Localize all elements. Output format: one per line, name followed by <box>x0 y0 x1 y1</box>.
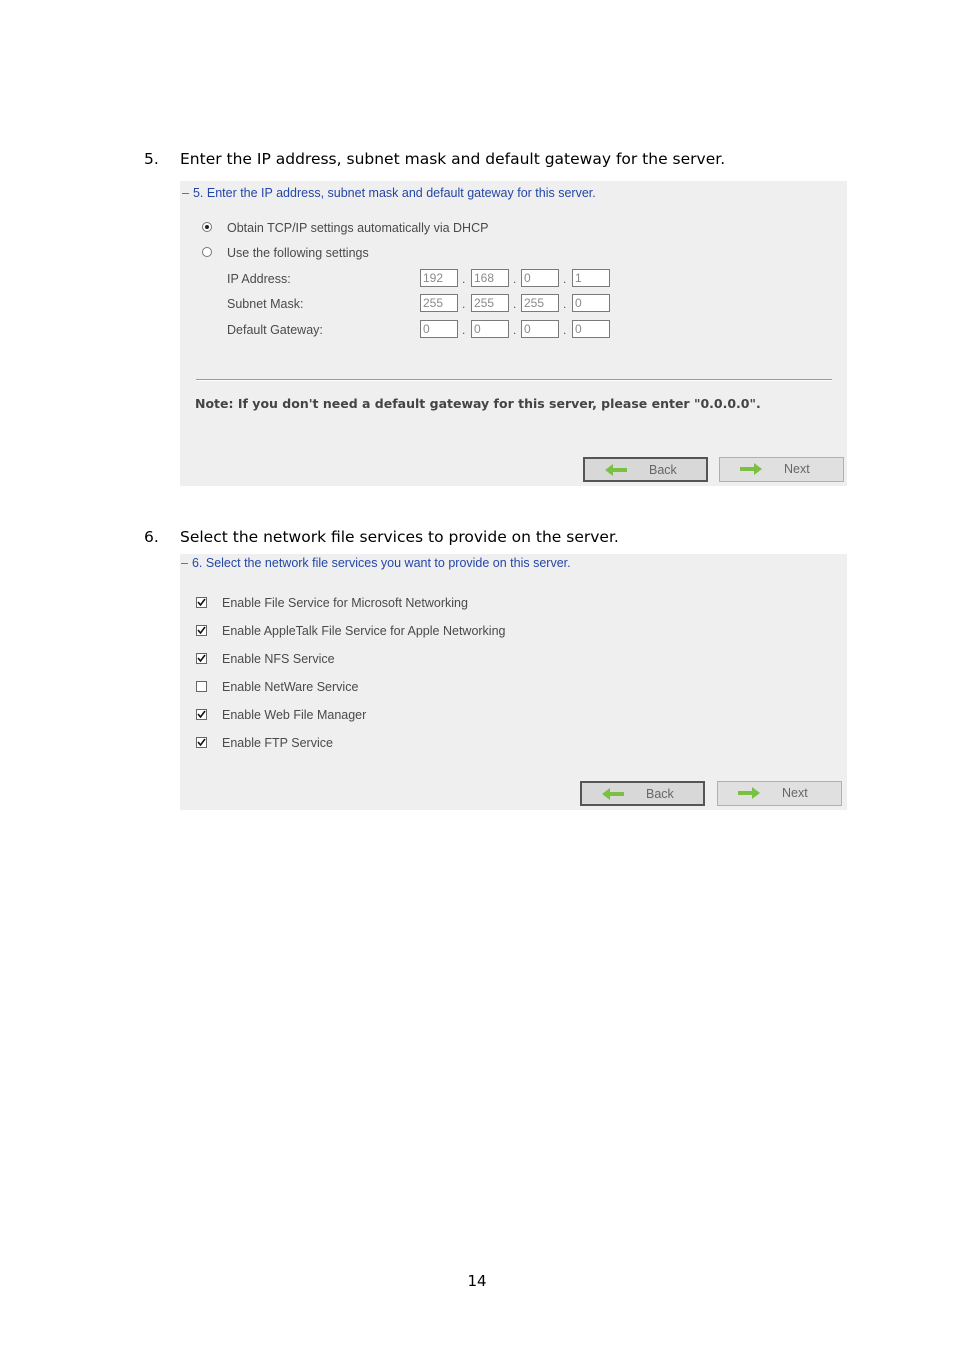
file-services-title <box>181 556 571 570</box>
service-checkbox-microsoft[interactable] <box>196 597 207 608</box>
arrow-left-icon <box>602 788 624 800</box>
network-settings-panel <box>180 181 847 486</box>
ip-dot: . <box>513 272 517 286</box>
mask-octet-1[interactable]: 255 <box>420 294 458 312</box>
checkmark-icon <box>197 598 206 607</box>
service-label-nfs: Enable NFS Service <box>222 652 335 666</box>
mask-dot: . <box>513 297 517 311</box>
network-settings-title <box>182 186 596 200</box>
step-6-heading <box>144 527 619 547</box>
checkmark-icon <box>197 626 206 635</box>
ip-octet-2[interactable]: 168 <box>471 269 509 287</box>
ip-address-label: IP Address: <box>227 272 291 286</box>
back-button[interactable] <box>583 457 708 482</box>
file-services-panel <box>180 554 847 810</box>
ip-dot: . <box>462 272 466 286</box>
service-checkbox-ftp[interactable] <box>196 737 207 748</box>
step-5-heading <box>144 149 725 169</box>
service-checkbox-appletalk[interactable] <box>196 625 207 636</box>
gateway-octet-2[interactable]: 0 <box>471 320 509 338</box>
service-label-ftp: Enable FTP Service <box>222 736 333 750</box>
arrow-right-icon <box>738 787 760 799</box>
service-checkbox-nfs[interactable] <box>196 653 207 664</box>
mask-dot: . <box>462 297 466 311</box>
arrow-left-icon <box>605 464 627 476</box>
dhcp-radio-label: Obtain TCP/IP settings automatically via DHCP <box>227 221 489 235</box>
checkmark-icon <box>197 738 206 747</box>
manual-settings-radio[interactable] <box>202 247 212 257</box>
dhcp-radio[interactable] <box>202 222 212 232</box>
mask-octet-3[interactable]: 255 <box>521 294 559 312</box>
gateway-octet-4[interactable]: 0 <box>572 320 610 338</box>
next-button-label: Next <box>782 786 808 800</box>
gateway-octet-1[interactable]: 0 <box>420 320 458 338</box>
back-button[interactable] <box>580 781 705 806</box>
next-button[interactable] <box>717 781 842 806</box>
network-settings-title-text: 5. Enter the IP address, subnet mask and default gateway for this server. <box>192 186 596 200</box>
step-5-text: Enter the IP address, subnet mask and default gateway for the server. <box>180 150 726 168</box>
service-label-appletalk: Enable AppleTalk File Service for Apple Networking <box>222 624 506 638</box>
page-number: 14 <box>467 1272 487 1290</box>
file-services-title-text: 6. Select the network file services you want to provide on this server. <box>191 556 571 570</box>
ip-octet-3[interactable]: 0 <box>521 269 559 287</box>
service-label-microsoft: Enable File Service for Microsoft Networking <box>222 596 468 610</box>
step-6-number: 6. <box>144 528 159 546</box>
mask-octet-4[interactable]: 0 <box>572 294 610 312</box>
ip-dot: . <box>563 272 567 286</box>
collapse-minus-icon[interactable]: – <box>182 186 189 200</box>
next-button-label: Next <box>784 462 810 476</box>
gateway-octet-3[interactable]: 0 <box>521 320 559 338</box>
gateway-dot: . <box>563 323 567 337</box>
service-checkbox-netware[interactable] <box>196 681 207 692</box>
step-5-number: 5. <box>144 150 159 168</box>
mask-octet-2[interactable]: 255 <box>471 294 509 312</box>
gateway-dot: . <box>462 323 466 337</box>
divider <box>196 379 832 381</box>
manual-settings-label: Use the following settings <box>227 246 369 260</box>
service-label-web-file-manager: Enable Web File Manager <box>222 708 367 722</box>
gateway-note: Note: If you don't need a default gateway for this server, please enter "0.0.0.0". <box>195 396 761 411</box>
step-6-text: Select the network file services to provide on the server. <box>180 528 619 546</box>
checkmark-icon <box>197 710 206 719</box>
ip-octet-1[interactable]: 192 <box>420 269 458 287</box>
collapse-minus-icon[interactable]: – <box>181 556 188 570</box>
gateway-dot: . <box>513 323 517 337</box>
checkmark-icon <box>197 654 206 663</box>
service-checkbox-web-file-manager[interactable] <box>196 709 207 720</box>
mask-dot: . <box>563 297 567 311</box>
next-button[interactable] <box>719 457 844 482</box>
back-button-label: Back <box>646 787 674 801</box>
arrow-right-icon <box>740 463 762 475</box>
service-label-netware: Enable NetWare Service <box>222 680 359 694</box>
subnet-mask-label: Subnet Mask: <box>227 297 304 311</box>
ip-octet-4[interactable]: 1 <box>572 269 610 287</box>
back-button-label: Back <box>649 463 677 477</box>
default-gateway-label: Default Gateway: <box>227 323 323 337</box>
